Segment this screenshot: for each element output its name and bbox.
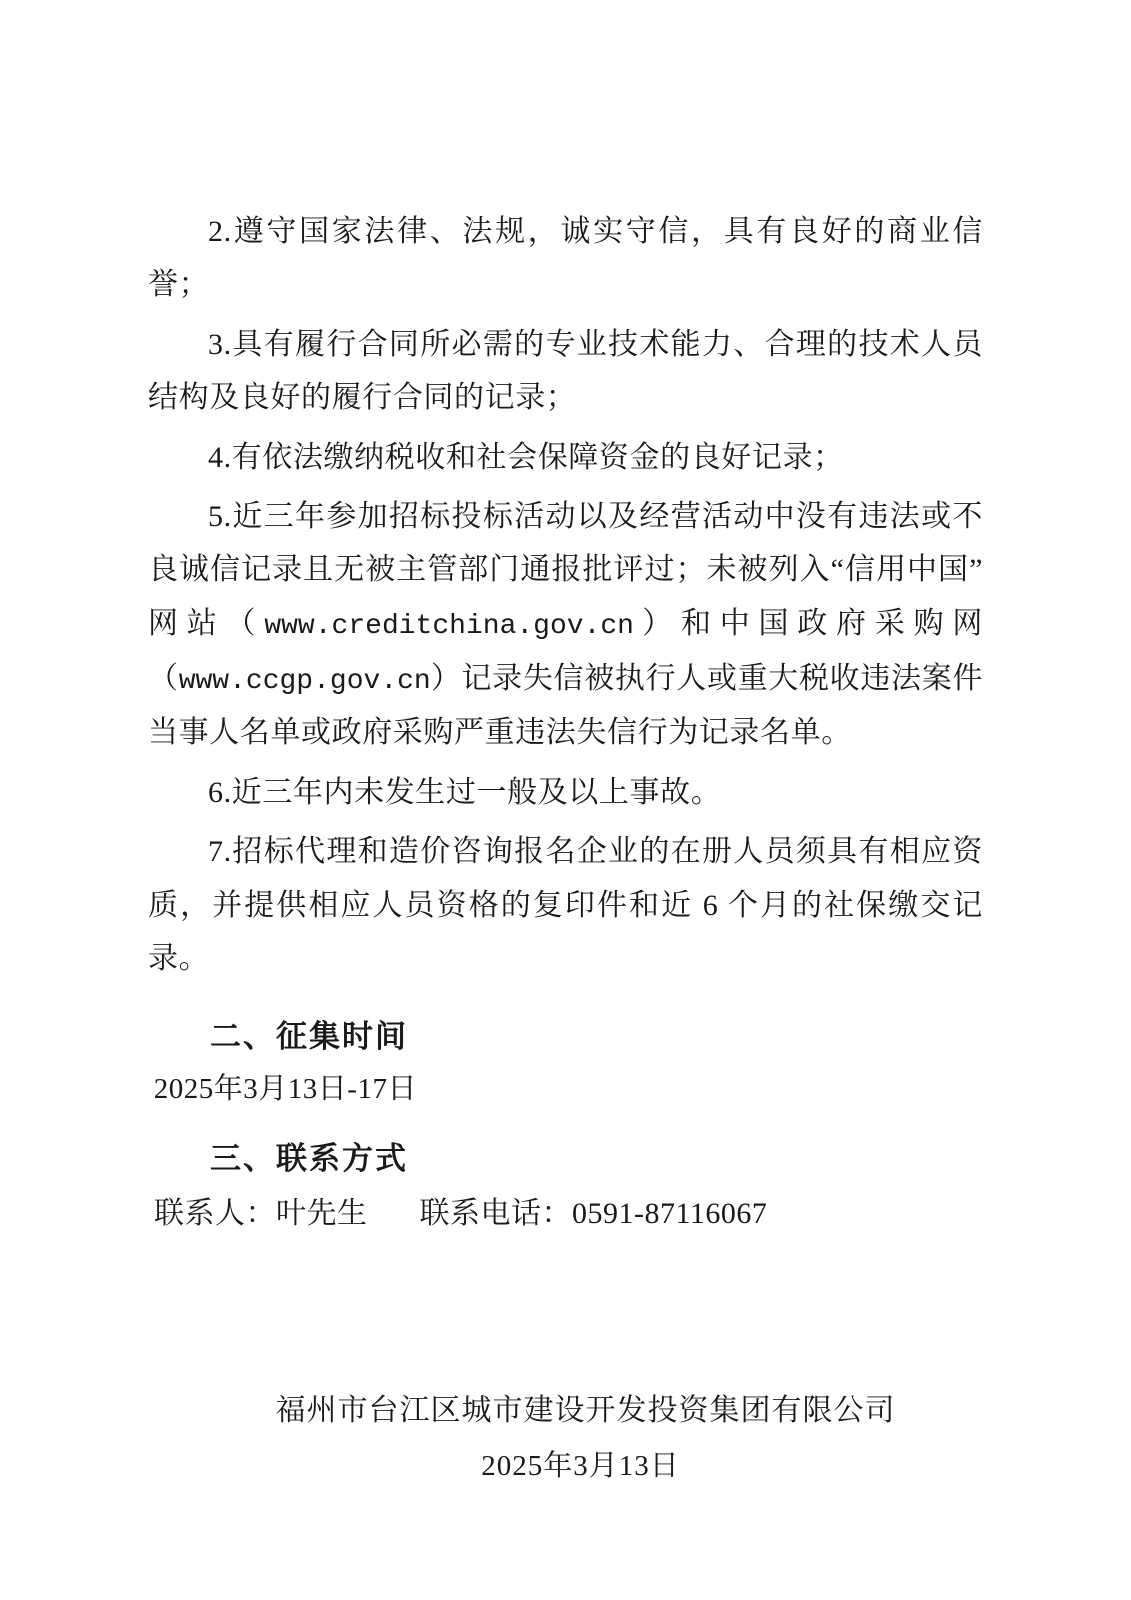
signature-organization: 福州市台江区城市建设开发投资集团有限公司	[275, 1394, 896, 1428]
clause-item-6: 6.近三年内未发生过一般及以上事故。	[208, 775, 722, 809]
clause-item-4: 4.有依法缴纳税收和社会保障资金的良好记录；	[208, 440, 844, 474]
creditchina-url: www.creditchina.gov.cn	[264, 610, 634, 642]
contact-person: 联系人：叶先生	[154, 1197, 368, 1231]
clause-item-2: 2.遵守国家法律、法规，诚实守信，具有良好的商业信誉；	[148, 215, 983, 302]
clause-item-5-text-part3: ）记录失信被执行人或重大税收违法案件当事人名单或政府采购严重违法失信行为记录名单。	[148, 661, 983, 750]
ccgp-url: www.ccgp.gov.cn	[178, 665, 431, 697]
section-heading-collection-time: 二、征集时间	[210, 1019, 408, 1055]
signature-date: 2025年3月13日	[481, 1450, 680, 1483]
collection-time-value: 2025年3月13日-17日	[153, 1073, 417, 1106]
section-heading-contact: 三、联系方式	[210, 1141, 408, 1177]
clause-item-5-text-part2: ）和中国政府采购网（	[148, 606, 983, 695]
clause-item-5-text-part1: 5.近三年参加招标投标活动以及经营活动中没有违法或不良诚信记录且无被主管部门通报批评过；未被列入“信用中国”网站（	[148, 499, 983, 640]
contact-phone: 联系电话：0591-87116067	[419, 1197, 768, 1231]
clause-item-3: 3.具有履行合同所必需的专业技术能力、合理的技术人员结构及良好的履行合同的记录；	[148, 327, 983, 415]
clause-item-7: 7.招标代理和造价咨询报名企业的在册人员须具有相应资质，并提供相应人员资格的复印件和近 6 个月的社保缴交记录。	[148, 835, 983, 975]
signature-block	[148, 1382, 983, 1494]
clause-item-5	[148, 490, 983, 760]
contact-line	[148, 1188, 983, 1232]
